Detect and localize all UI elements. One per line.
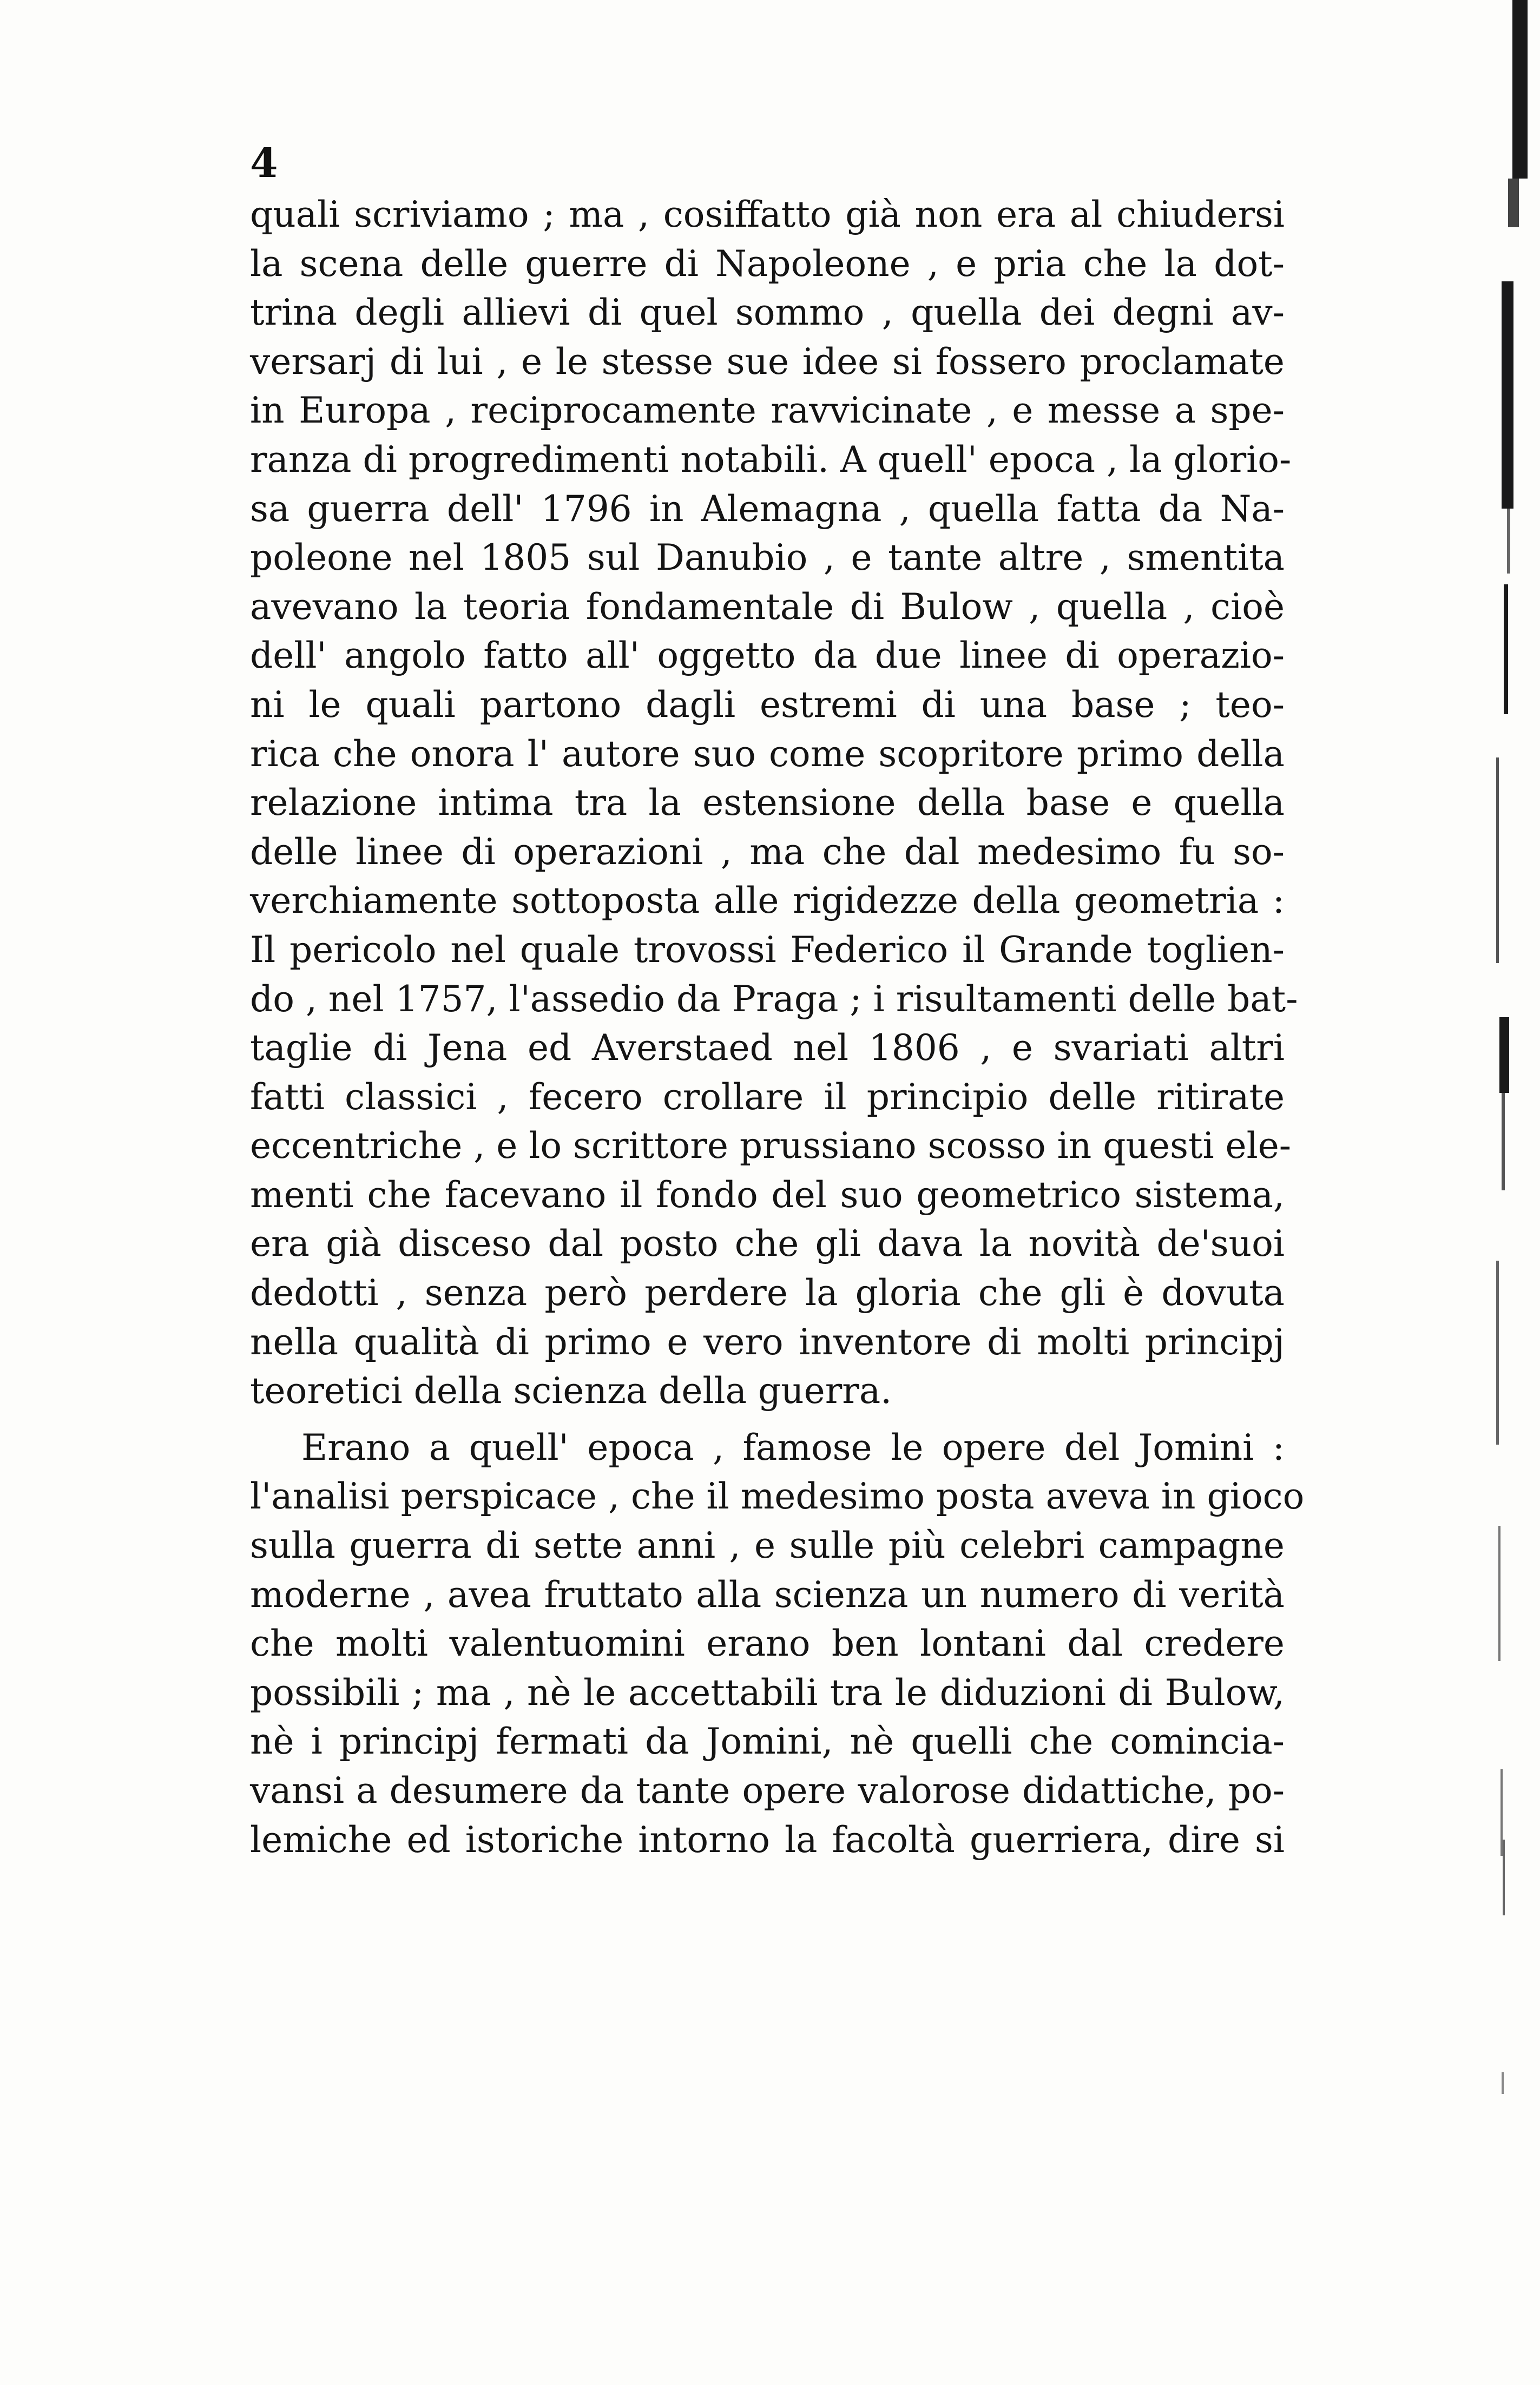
text-line: dell' angolo fatto all' oggetto da due linee di operazio- — [250, 635, 1285, 677]
text-line: relazione intima tra la estensione della base e quella — [250, 782, 1285, 824]
body-text — [250, 190, 1305, 1864]
text-line: Erano a quell' epoca , famose le opere del Jomini : — [301, 1426, 1285, 1468]
page-number: 4 — [250, 140, 278, 187]
text-line: in Europa , reciprocamente ravvicinate , e messe a spe- — [250, 390, 1285, 432]
text-line: possibili ; ma , nè le accettabili tra le diduzioni di Bulow, — [250, 1671, 1285, 1714]
text-line: menti che facevano il fondo del suo geometrico sistema, — [250, 1174, 1285, 1216]
text-line: rica che onora l' autore suo come scopritore primo della — [250, 733, 1285, 775]
text-line: eccentriche , e lo scrittore prussiano scosso in questi ele- — [250, 1125, 1292, 1167]
text-line: sulla guerra di sette anni , e sulle più celebri campagne — [250, 1525, 1285, 1567]
text-line: quali scriviamo ; ma , cosiffatto già non era al chiudersi — [250, 194, 1285, 235]
text-line: poleone nel 1805 sul Danubio , e tante altre , smentita — [250, 537, 1285, 579]
text-line: trina degli allievi di quel sommo , quella dei degni av- — [250, 292, 1285, 334]
text-line: vansi a desumere da tante opere valorose didattiche, po- — [250, 1770, 1285, 1811]
text-line: taglie di Jena ed Averstaed nel 1806 , e svariati altri — [250, 1027, 1285, 1069]
text-line: do , nel 1757, l'assedio da Praga ; i risultamenti delle bat- — [250, 978, 1298, 1020]
text-line: l'analisi perspicace , che il medesimo posta aveva in gioco — [250, 1475, 1305, 1518]
paragraph-2 — [250, 1424, 1305, 1864]
text-line: verchiamente sottoposta alle rigidezze della geometria : — [250, 880, 1285, 922]
scan-edge-artifact — [1480, 0, 1540, 2385]
text-line: nè i principj fermati da Jomini, nè quelli che comincia- — [250, 1721, 1285, 1763]
text-line: ranza di progredimenti notabili. A quell' epoca , la glorio- — [250, 438, 1292, 480]
text-line: avevano la teoria fondamentale di Bulow , quella , cioè — [250, 585, 1285, 628]
text-line: delle linee di operazioni , ma che dal medesimo fu so- — [250, 831, 1285, 873]
text-line: ni le quali partono dagli estremi di una base ; teo- — [250, 683, 1285, 726]
text-line: che molti valentuomini erano ben lontani dal credere — [250, 1623, 1285, 1665]
text-line: teoretici della scienza della guerra. — [250, 1370, 892, 1412]
text-line: dedotti , senza però perdere la gloria che gli è dovuta — [250, 1272, 1285, 1314]
text-line: versarj di lui , e le stesse sue idee si fossero proclamate — [250, 340, 1285, 383]
text-line: la scena delle guerre di Napoleone , e pria che la dot- — [250, 242, 1285, 285]
paragraph-1 — [250, 190, 1298, 1416]
text-line: moderne , avea fruttato alla scienza un numero di verità — [250, 1573, 1285, 1616]
text-line: fatti classici , fecero crollare il principio delle ritirate — [250, 1076, 1285, 1118]
text-line: lemiche ed istoriche intorno la facoltà guerriera, dire si — [250, 1819, 1285, 1861]
text-line: Il pericolo nel quale trovossi Federico il Grande toglien- — [250, 928, 1285, 971]
text-line: era già disceso dal posto che gli dava la novità de'suoi — [250, 1223, 1285, 1265]
text-line: sa guerra dell' 1796 in Alemagna , quella fatta da Na- — [250, 487, 1285, 530]
text-line: nella qualità di primo e vero inventore di molti principj — [250, 1321, 1285, 1363]
